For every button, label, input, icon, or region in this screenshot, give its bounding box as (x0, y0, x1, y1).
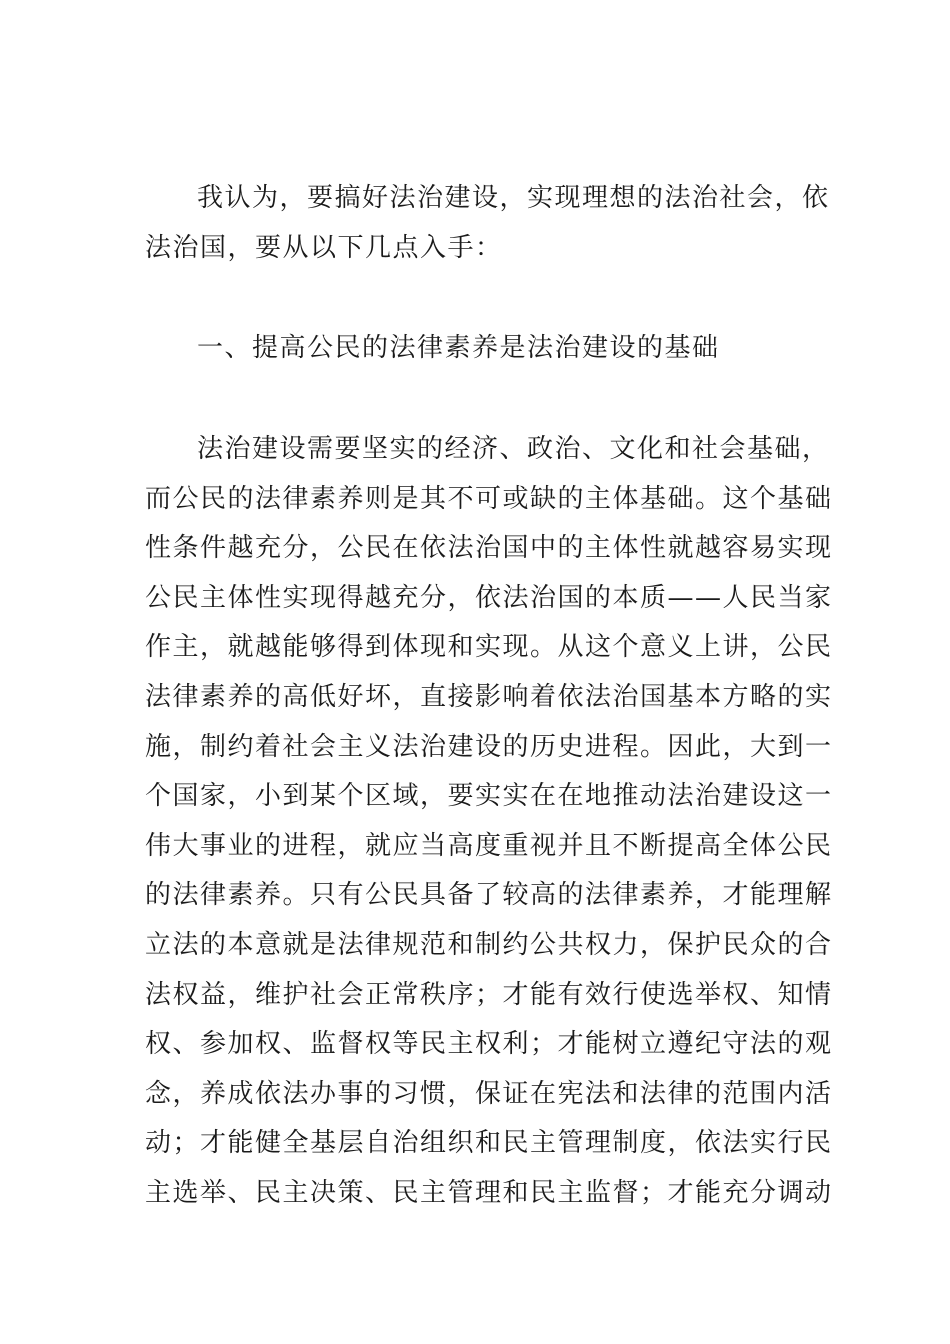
paragraph-line: 立法的本意就是法律规范和制约公共权力，保护民众的合 (145, 929, 833, 960)
paragraph-line: 法权益，维护社会正常秩序；才能有效行使选举权、知情 (145, 979, 833, 1010)
paragraph-line: 动；才能健全基层自治组织和民主管理制度，依法实行民 (145, 1128, 833, 1159)
paragraph-line: 公民主体性实现得越充分，依法治国的本质——人民当家 (145, 582, 833, 613)
paragraph-line: 权、参加权、监督权等民主权利；才能树立遵纪守法的观 (145, 1029, 833, 1060)
intro-paragraph (145, 174, 830, 273)
section-heading (145, 324, 805, 374)
paragraph-line: 我认为，要搞好法治建设，实现理想的法治社会，依 (197, 183, 830, 213)
paragraph-line: 念，养成依法办事的习惯，保证在宪法和法律的范围内活 (145, 1078, 833, 1109)
paragraph-line: 作主，就越能够得到体现和实现。从这个意义上讲，公民 (145, 632, 833, 663)
paragraph-line: 法治国，要从以下几点入手： (145, 232, 503, 263)
section-heading-text: 一、提高公民的法律素养是法治建设的基础 (197, 333, 720, 363)
paragraph-line: 伟大事业的进程，就应当高度重视并且不断提高全体公民 (145, 830, 833, 861)
paragraph-line: 主选举、民主决策、民主管理和民主监督；才能充分调动 (145, 1177, 833, 1208)
paragraph-line: 法治建设需要坚实的经济、政治、文化和社会基础， (197, 434, 830, 464)
paragraph-line: 而公民的法律素养则是其不可或缺的主体基础。这个基础 (145, 483, 833, 514)
paragraph-line: 法律素养的高低好坏，直接影响着依法治国基本方略的实 (145, 681, 833, 712)
paragraph-line: 性条件越充分，公民在依法治国中的主体性就越容易实现 (145, 533, 833, 564)
paragraph-line: 施，制约着社会主义法治建设的历史进程。因此，大到一 (145, 731, 833, 762)
body-paragraph (145, 425, 833, 1219)
paragraph-line: 的法律素养。只有公民具备了较高的法律素养，才能理解 (145, 880, 833, 911)
paragraph-line: 个国家，小到某个区域，要实实在在地推动法治建设这一 (145, 781, 833, 812)
